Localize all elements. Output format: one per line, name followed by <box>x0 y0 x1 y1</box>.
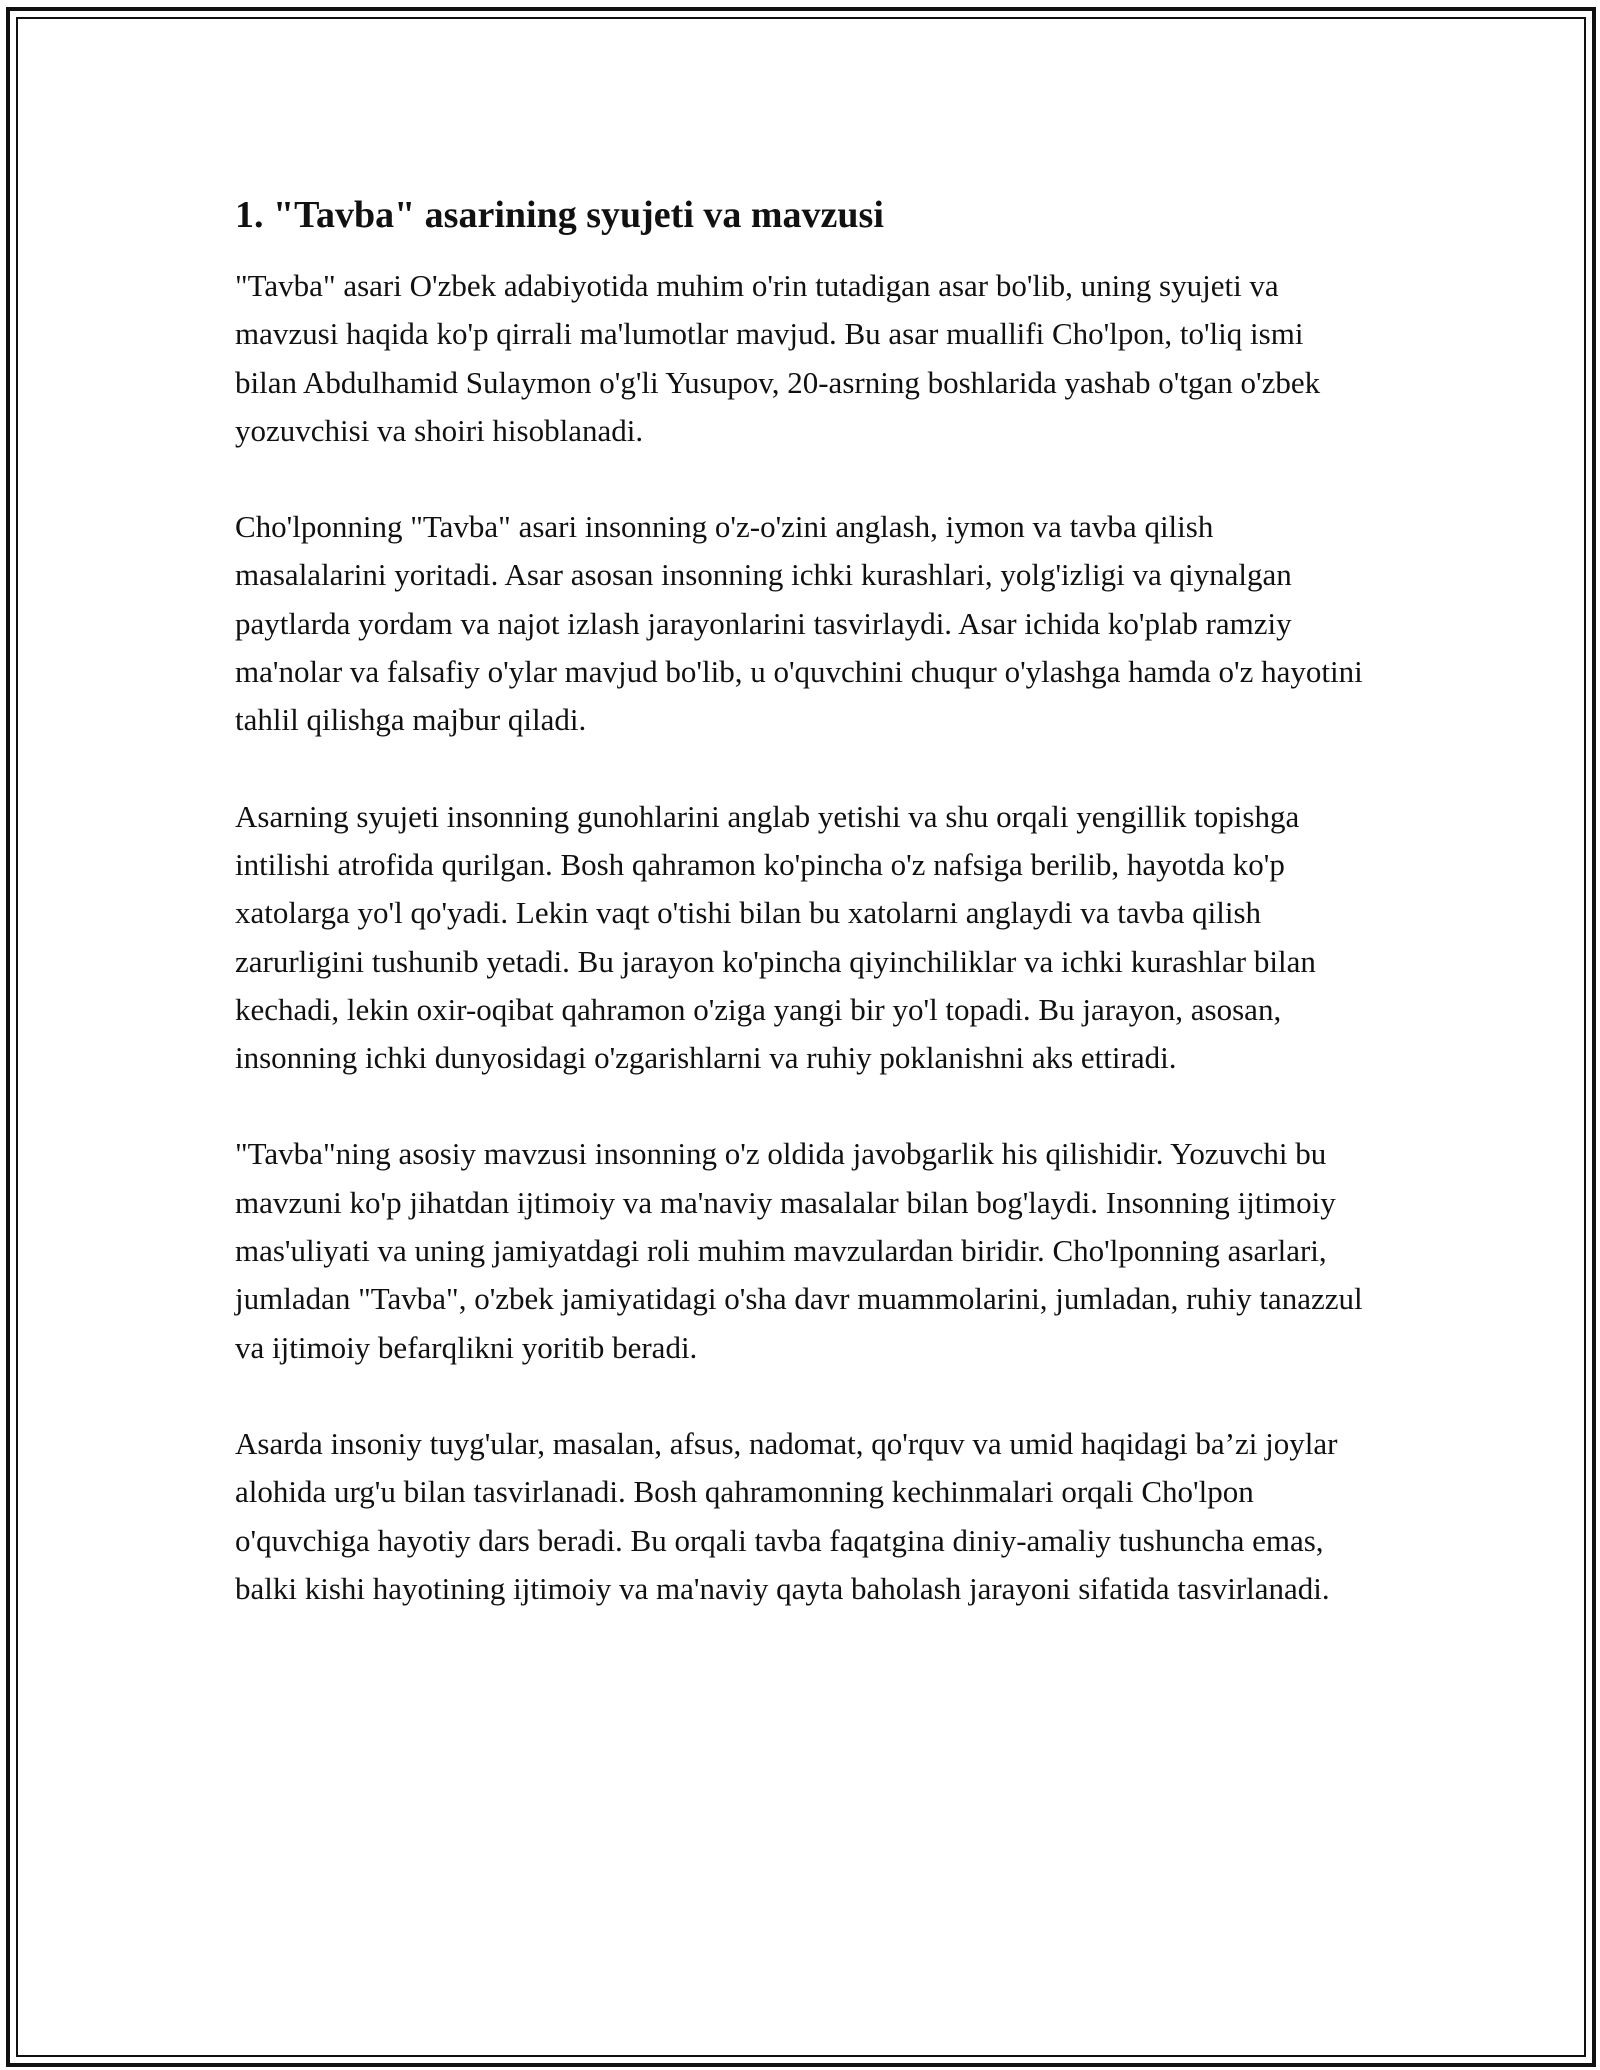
paragraph-emotions: Asarda insoniy tuyg'ular, masalan, afsus, nadomat, qo'rquv va umid haqidagi ba’zi joylar alohida urg'u bilan tasvirlanadi. Bosh qahramonning kechinmalari orqali Cho'lpon o'quvchiga hayotiy dars beradi. Bu orqali tavba faqatgina diniy-amaliy tushuncha emas, balki kishi hayotining ijtimoiy va ma'naviy qayta baholash jarayoni sifatida tasvirlanadi. <box>235 1425 1338 1606</box>
paragraph-intro: "Tavba" asari O'zbek adabiyotida muhim o'rin tutadigan asar bo'lib, uning syujeti va mavzusi haqida ko'p qirrali ma'lumotlar mavjud. Bu asar muallifi Cho'lpon, to'liq ismi bilan Abdulhamid Sulaymon o'g'li Yusupov, 20-asrning boshlarida yashab o'tgan o'zbek yozuvchisi va shoiri hisoblanadi. <box>235 268 1321 448</box>
document-body <box>235 188 1365 1613</box>
section-heading: 1. "Tavba" asarining syujeti va mavzusi <box>235 194 884 236</box>
paragraph-plot: Asarning syujeti insonning gunohlarini anglab yetishi va shu orqali yengillik topishga intilishi atrofida qurilgan. Bosh qahramon ko'pincha o'z nafsiga berilib, hayotda ko'p xatolarga yo'l qo'yadi. Lekin vaqt o'tishi bilan bu xatolarni anglaydi va tavba qilish zarurligini tushunib yetadi. Bu jarayon ko'pincha qiyinchiliklar va ichki kurashlar bilan kechadi, lekin oxir-oqibat qahramon o'ziga yangi bir yo'l topadi. Bu jarayon, asosan, insonning ichki dunyosidagi o'zgarishlarni va ruhiy poklanishni aks ettiradi. <box>235 798 1316 1076</box>
paragraph-theme: Cho'lponning "Tavba" asari insonning o'z-o'zini anglash, iymon va tavba qilish masalalarini yoritadi. Asar asosan insonning ichki kurashlari, yolg'izligi va qiynalgan paytlarda yordam va najot izlash jarayonlarini tasvirlaydi. Asar ichida ko'plab ramziy ma'nolar va falsafiy o'ylar mavjud bo'lib, u o'quvchini chuqur o'ylashga hamda o'z hayotini tahlil qilishga majbur qiladi. <box>235 509 1363 738</box>
paragraph-main-topic: "Tavba"ning asosiy mavzusi insonning o'z oldida javobgarlik his qilishidir. Yozuvchi bu mavzuni ko'p jihatdan ijtimoiy va ma'naviy masalalar bilan bog'laydi. Insonning ijtimoiy mas'uliyati va uning jamiyatdagi roli muhim mavzulardan biridir. Cho'lponning asarlari, jumladan "Tavba", o'zbek jamiyatidagi o'sha davr muammolarini, jumladan, ruhiy tanazzul va ijtimoiy befarqlikni yoritib beradi. <box>235 1136 1363 1365</box>
